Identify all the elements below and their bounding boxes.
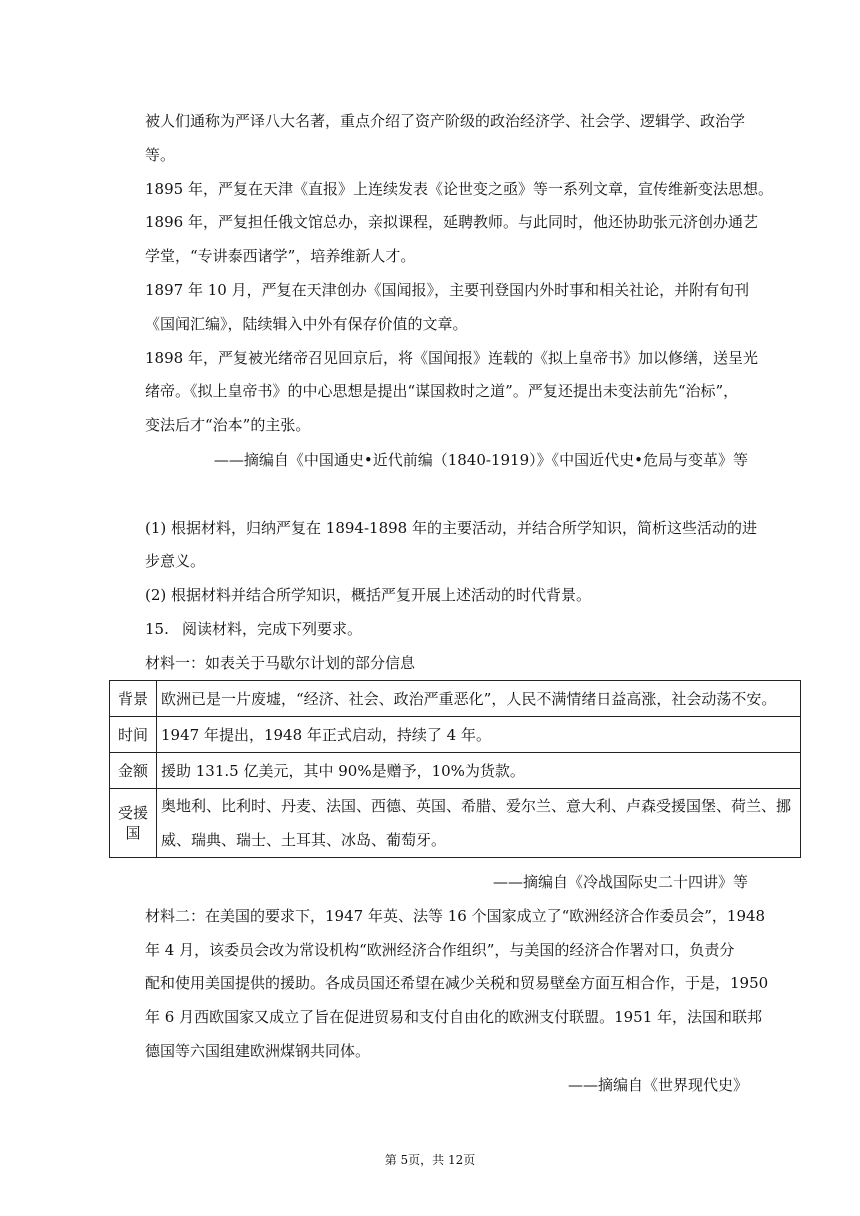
table-row-label: 金额: [110, 753, 157, 789]
paragraph-line: 年 4 月，该委员会改为常设机构“欧洲经济合作组织”，与美国的经济合作署对口，负责分: [145, 941, 735, 959]
table-row-value: [157, 789, 801, 858]
paragraph-line: 变法后才“治本”的主张。: [145, 416, 311, 434]
paragraph-line: 1897 年 10 月，严复在天津创办《国闻报》，主要刊登国内外时事和相关社论，并附有旬刊: [145, 281, 750, 299]
table-row: [110, 681, 801, 717]
question-line: (2) 根据材料并结合所学知识，概括严复开展上述活动的时代背景。: [145, 586, 592, 604]
paragraph-line: 德国等六国组建欧洲煤钢共同体。: [145, 1042, 371, 1060]
table-row: [110, 717, 801, 753]
question-line: (1) 根据材料，归纳严复在 1894-1898 年的主要活动，并结合所学知识，简析这些活动的进: [145, 519, 757, 537]
table-row-label: 背景: [110, 681, 157, 717]
source-citation: ——摘编自《中国通史•近代前编（1840-1919）》《中国近代史•危局与变革》等: [213, 451, 748, 469]
paragraph-line: 配和使用美国提供的援助。各成员国还希望在减少关税和贸易壁垒方面互相合作，于是，1950: [145, 974, 769, 992]
table-row: [110, 753, 801, 789]
table-row-value: 1947 年提出，1948 年正式启动，持续了 4 年。: [157, 717, 801, 753]
paragraph-line: 学堂，“专讲泰西诸学”，培养维新人才。: [145, 247, 416, 265]
paragraph-line: 绪帝。《拟上皇帝书》的中心思想是提出“谋国救时之道”。严复还提出未变法前先“治标”，: [145, 382, 739, 400]
question-number: 15.: [145, 620, 169, 638]
source-citation: ——摘编自《世界现代史》: [567, 1076, 748, 1094]
table-cell-line: 威、瑞典、瑞士、土耳其、冰岛、葡萄牙。: [161, 831, 447, 849]
paragraph-line: 1895 年，严复在天津《直报》上连续发表《论世变之亟》等一系列文章，宣传维新变法思想。: [145, 180, 773, 198]
table-row-label: 时间: [110, 717, 157, 753]
material-intro: 材料一：如表关于马歇尔计划的部分信息: [145, 654, 416, 672]
paragraph-line: 材料二：在美国的要求下，1947 年英、法等 16 个国家成立了“欧洲经济合作委员会”，1948: [145, 907, 766, 925]
paragraph-line: 等。: [145, 146, 176, 164]
table-row-value: 欧洲已是一片废墟，“经济、社会、政治严重恶化”，人民不满情绪日益高涨，社会动荡不安。: [157, 681, 801, 717]
table-cell-line: 奥地利、比利时、丹麦、法国、西德、英国、希腊、爱尔兰、意大利、卢森受援国堡、荷兰、挪: [161, 797, 792, 815]
paragraph-line: 1898 年，严复被光绪帝召见回京后，将《国闻报》连载的《拟上皇帝书》加以修缮，送呈光: [145, 349, 758, 367]
paragraph-line: 年 6 月西欧国家又成立了旨在促进贸易和支付自由化的欧洲支付联盟。1951 年，法国和联邦: [145, 1008, 763, 1026]
marshall-plan-table: [109, 680, 801, 858]
paragraph-line: 1896 年，严复担任俄文馆总办，亲拟课程，延聘教师。与此同时，他还协助张元济创办通艺: [145, 213, 758, 231]
question-line: 步意义。: [145, 552, 206, 570]
paragraph-line: 被人们通称为严译八大名著，重点介绍了资产阶级的政治经济学、社会学、逻辑学、政治学: [145, 112, 746, 130]
paragraph-line: 《国闻汇编》，陆续辑入中外有保存价值的文章。: [145, 315, 468, 333]
table-row: [110, 789, 801, 858]
question-prompt: 阅读材料，完成下列要求。: [182, 620, 363, 638]
page-footer: 第 5页，共 12页: [384, 1153, 476, 1167]
source-citation: ——摘编自《冷战国际史二十四讲》等: [492, 873, 748, 891]
table-row-label: 受援国: [110, 789, 157, 858]
table-row-value: 援助 131.5 亿美元，其中 90%是赠予，10%为货款。: [157, 753, 801, 789]
